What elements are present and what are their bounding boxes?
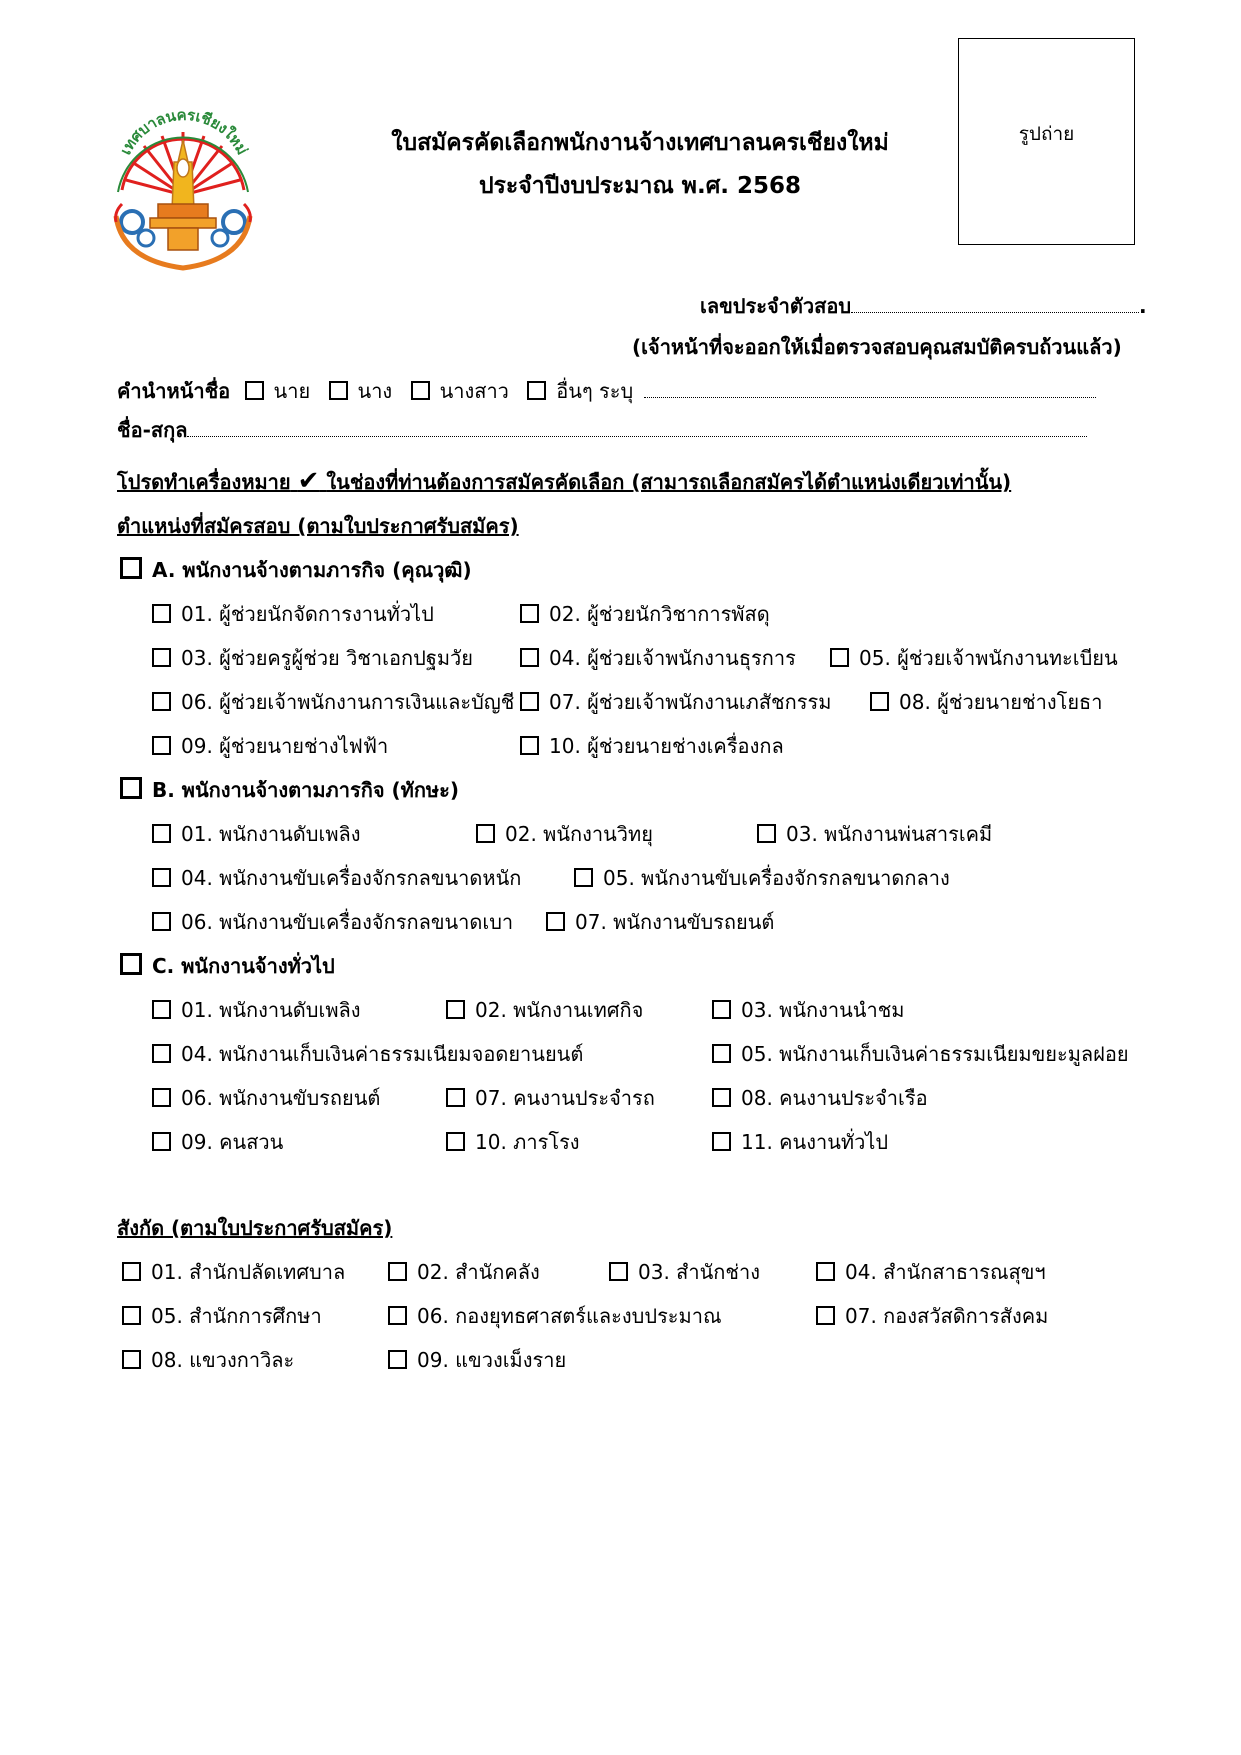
item-label: 10. ผู้ช่วยนายช่างเครื่องกล: [549, 734, 784, 758]
department-item: [122, 1300, 322, 1332]
instruction: [117, 466, 1011, 498]
checkbox[interactable]: [388, 1350, 407, 1369]
item-label: 03. พนักงานพ่นสารเคมี: [786, 822, 993, 846]
instruction-text-after: ในช่องที่ท่านต้องการสมัครคัดเลือก (สามารถเลือกสมัครได้ตำแหน่งเดียวเท่านั้น): [326, 470, 1012, 494]
item-label: 05. พนักงานขับเครื่องจักรกลขนาดกลาง: [603, 866, 950, 890]
item-label: 04. พนักงานขับเครื่องจักรกลขนาดหนัก: [181, 866, 522, 890]
checkbox[interactable]: [388, 1262, 407, 1281]
instruction-text-before: โปรดทำเครื่องหมาย: [117, 470, 291, 494]
checkbox[interactable]: [712, 1000, 731, 1019]
checkbox[interactable]: [546, 912, 565, 931]
checkbox[interactable]: [870, 692, 889, 711]
group-b-item: [546, 906, 774, 938]
item-label: 08. แขวงกาวิละ: [151, 1348, 295, 1372]
chiang-mai-municipality-logo: [102, 100, 264, 272]
prefix-option-mr: นาย: [273, 379, 311, 403]
checkbox[interactable]: [152, 604, 171, 623]
checkbox[interactable]: [712, 1044, 731, 1063]
checkbox[interactable]: [520, 604, 539, 623]
item-label: 05. พนักงานเก็บเงินค่าธรรมเนียมขยะมูลฝอย: [741, 1042, 1129, 1066]
exam-id-field[interactable]: [851, 311, 1139, 313]
item-label: 05. ผู้ช่วยเจ้าพนักงานทะเบียน: [859, 646, 1118, 670]
name-field[interactable]: [187, 435, 1087, 437]
group-b-header: [120, 774, 459, 806]
group-c-item: [152, 994, 361, 1026]
departments-heading: สังกัด (ตามใบประกาศรับสมัคร): [117, 1216, 393, 1240]
checkbox[interactable]: [122, 1350, 141, 1369]
item-label: 01. สำนักปลัดเทศบาล: [151, 1260, 346, 1284]
logo-text: เทศบาลนครเชียงใหม่: [116, 105, 252, 158]
prefix-checkbox-miss[interactable]: [411, 381, 430, 400]
prefix-row: [117, 375, 1096, 407]
name-row: [117, 414, 1087, 446]
exam-id-note: (เจ้าหน้าที่จะออกให้เมื่อตรวจสอบคุณสมบัติครบถ้วนแล้ว): [632, 335, 1122, 359]
item-label: 06. พนักงานขับเครื่องจักรกลขนาดเบา: [181, 910, 514, 934]
item-label: 01. ผู้ช่วยนักจัดการงานทั่วไป: [181, 602, 434, 626]
checkbox[interactable]: [388, 1306, 407, 1325]
item-label: 08. ผู้ช่วยนายช่างโยธา: [899, 690, 1103, 714]
department-item: [388, 1256, 540, 1288]
group-a-item: [152, 598, 434, 630]
prefix-option-miss: นางสาว: [439, 379, 509, 403]
check-mark-icon: ✔: [297, 466, 320, 496]
group-c-item: [712, 1038, 1129, 1070]
photo-box: [958, 38, 1135, 245]
prefix-checkbox-other[interactable]: [527, 381, 546, 400]
prefix-option-other: อื่นๆ ระบุ: [556, 379, 634, 403]
item-label: 03. สำนักช่าง: [638, 1260, 760, 1284]
checkbox[interactable]: [446, 1132, 465, 1151]
group-c-item: [446, 994, 643, 1026]
item-label: 01. พนักงานดับเพลิง: [181, 822, 361, 846]
item-label: 01. พนักงานดับเพลิง: [181, 998, 361, 1022]
group-c-item: [152, 1082, 380, 1114]
department-item: [388, 1300, 722, 1332]
item-label: 06. ผู้ช่วยเจ้าพนักงานการเงินและบัญชี: [181, 690, 515, 714]
group-a-item: [870, 686, 1103, 718]
checkbox[interactable]: [122, 1262, 141, 1281]
prefix-other-field[interactable]: [644, 396, 1096, 398]
group-c-item: [712, 1126, 888, 1158]
checkbox[interactable]: [712, 1088, 731, 1107]
checkbox[interactable]: [476, 824, 495, 843]
group-c-title: C. พนักงานจ้างทั่วไป: [152, 954, 335, 978]
group-a-item: [520, 686, 831, 718]
group-c-item: [152, 1126, 283, 1158]
checkbox[interactable]: [712, 1132, 731, 1151]
checkbox[interactable]: [152, 1132, 171, 1151]
group-a-checkbox[interactable]: [120, 557, 142, 579]
exam-id-row: [700, 290, 1147, 322]
item-label: 02. พนักงานวิทยุ: [505, 822, 653, 846]
group-c-header: [120, 950, 335, 982]
checkbox[interactable]: [152, 868, 171, 887]
item-label: 02. สำนักคลัง: [417, 1260, 540, 1284]
group-c-item: [712, 994, 904, 1026]
item-label: 04. ผู้ช่วยเจ้าพนักงานธุรการ: [549, 646, 796, 670]
item-label: 02. พนักงานเทศกิจ: [475, 998, 644, 1022]
checkbox[interactable]: [152, 912, 171, 931]
checkbox[interactable]: [152, 736, 171, 755]
checkbox[interactable]: [446, 1000, 465, 1019]
exam-id-end: .: [1139, 294, 1147, 318]
prefix-checkbox-mrs[interactable]: [329, 381, 348, 400]
group-c-checkbox[interactable]: [120, 953, 142, 975]
item-label: 05. สำนักการศึกษา: [151, 1304, 322, 1328]
group-b-item: [152, 862, 521, 894]
checkbox[interactable]: [122, 1306, 141, 1325]
department-item: [122, 1256, 345, 1288]
group-a-item: [520, 730, 784, 762]
group-b-item: [757, 818, 992, 850]
item-label: 09. คนสวน: [181, 1130, 284, 1154]
group-a-title: A. พนักงานจ้างตามภารกิจ (คุณวุฒิ): [152, 558, 472, 582]
checkbox[interactable]: [520, 692, 539, 711]
checkbox[interactable]: [152, 824, 171, 843]
page-title: ใบสมัครคัดเลือกพนักงานจ้างเทศบาลนครเชียงใหม่: [391, 130, 889, 156]
prefix-checkbox-mr[interactable]: [245, 381, 264, 400]
department-item: [609, 1256, 760, 1288]
item-label: 04. พนักงานเก็บเงินค่าธรรมเนียมจอดยานยนต์: [181, 1042, 584, 1066]
checkbox[interactable]: [574, 868, 593, 887]
group-a-header: [120, 554, 472, 586]
department-item: [816, 1256, 1046, 1288]
item-label: 03. ผู้ช่วยครูผู้ช่วย วิชาเอกปฐมวัย: [181, 646, 473, 670]
item-label: 03. พนักงานนำชม: [741, 998, 905, 1022]
item-label: 07. ผู้ช่วยเจ้าพนักงานเภสัชกรรม: [549, 690, 832, 714]
department-item: [122, 1344, 294, 1376]
checkbox[interactable]: [757, 824, 776, 843]
item-label: 08. คนงานประจำเรือ: [741, 1086, 928, 1110]
group-a-item: [520, 598, 770, 630]
checkbox[interactable]: [152, 648, 171, 667]
page-subtitle: ประจำปีงบประมาณ พ.ศ. 2568: [478, 173, 802, 199]
prefix-option-mrs: นาง: [357, 379, 393, 403]
item-label: 07. กองสวัสดิการสังคม: [845, 1304, 1049, 1328]
group-b-item: [476, 818, 653, 850]
checkbox[interactable]: [830, 648, 849, 667]
group-a-item: [520, 642, 796, 674]
checkbox[interactable]: [816, 1262, 835, 1281]
group-a-item: [152, 642, 473, 674]
department-item: [388, 1344, 566, 1376]
department-item: [816, 1300, 1048, 1332]
checkbox[interactable]: [520, 648, 539, 667]
checkbox[interactable]: [152, 1088, 171, 1107]
group-b-item: [574, 862, 950, 894]
checkbox[interactable]: [152, 1044, 171, 1063]
item-label: 09. ผู้ช่วยนายช่างไฟฟ้า: [181, 734, 389, 758]
checkbox[interactable]: [152, 692, 171, 711]
item-label: 06. กองยุทธศาสตร์และงบประมาณ: [417, 1304, 722, 1328]
prefix-label: คำนำหน้าชื่อ: [117, 379, 231, 403]
group-b-checkbox[interactable]: [120, 777, 142, 799]
group-c-item: [712, 1082, 928, 1114]
group-b-item: [152, 818, 361, 850]
item-label: 09. แขวงเม็งราย: [417, 1348, 567, 1372]
group-c-item: [152, 1038, 583, 1070]
item-label: 02. ผู้ช่วยนักวิชาการพัสดุ: [549, 602, 770, 626]
positions-heading: ตำแหน่งที่สมัครสอบ (ตามใบประกาศรับสมัคร): [117, 514, 519, 538]
checkbox[interactable]: [609, 1262, 628, 1281]
name-label: ชื่อ-สกุล: [117, 418, 188, 442]
group-a-item: [152, 686, 514, 718]
item-label: 07. คนงานประจำรถ: [475, 1086, 655, 1110]
group-c-item: [446, 1126, 580, 1158]
group-c-item: [446, 1082, 655, 1114]
checkbox[interactable]: [520, 736, 539, 755]
photo-label: รูปถ่าย: [1018, 123, 1075, 145]
group-a-item: [830, 642, 1118, 674]
item-label: 11. คนงานทั่วไป: [741, 1130, 889, 1154]
group-a-item: [152, 730, 388, 762]
checkbox[interactable]: [816, 1306, 835, 1325]
item-label: 04. สำนักสาธารณสุขฯ: [845, 1260, 1046, 1284]
exam-id-label: เลขประจำตัวสอบ: [700, 294, 852, 318]
group-b-title: B. พนักงานจ้างตามภารกิจ (ทักษะ): [152, 778, 460, 802]
group-b-item: [152, 906, 513, 938]
checkbox[interactable]: [152, 1000, 171, 1019]
checkbox[interactable]: [446, 1088, 465, 1107]
item-label: 10. ภารโรง: [475, 1130, 580, 1154]
item-label: 06. พนักงานขับรถยนต์: [181, 1086, 381, 1110]
item-label: 07. พนักงานขับรถยนต์: [575, 910, 775, 934]
